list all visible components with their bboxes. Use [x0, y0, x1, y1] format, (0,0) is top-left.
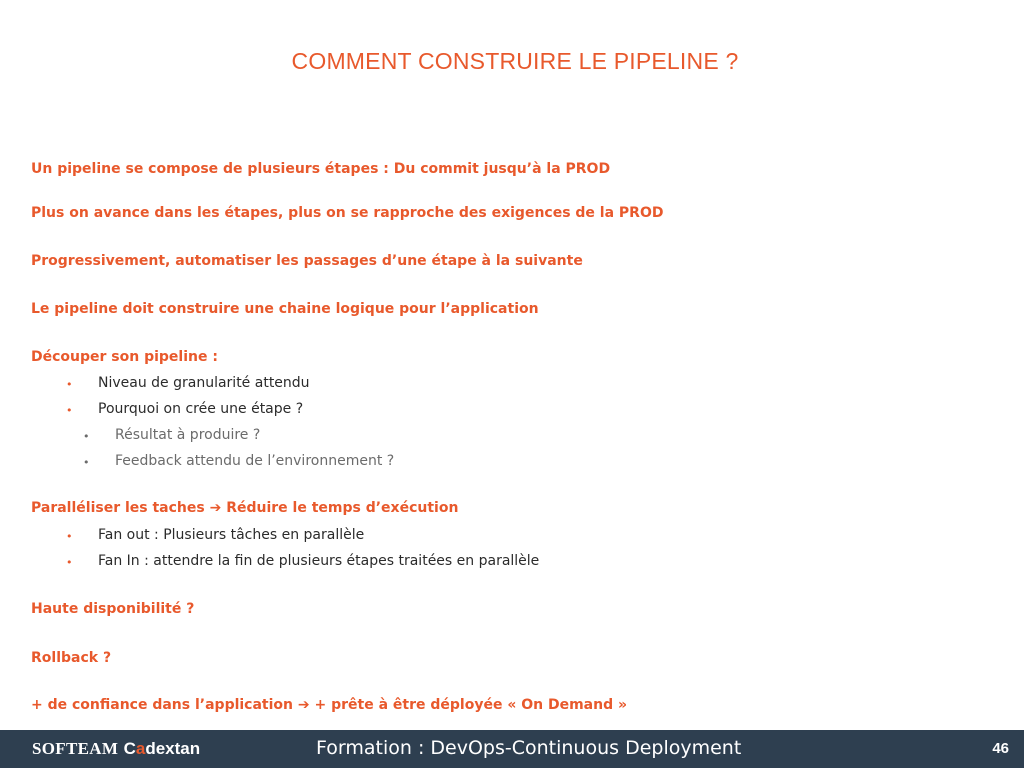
logo-cadextan: Cadextan [123, 739, 201, 758]
heading-automate-steps: Progressivement, automatiser les passages d’une étape à la suivante [31, 253, 583, 269]
bullet-icon: • [66, 530, 73, 543]
bullet-icon: • [66, 556, 73, 569]
arrow-right-icon: ➔ [297, 697, 310, 713]
heading-pipeline-stages: Un pipeline se compose de plusieurs étapes : Du commit jusqu’à la PROD [31, 161, 611, 177]
list-item-fan-out: Fan out : Plusieurs tâches en parallèle [98, 527, 365, 543]
heading-parallelize [31, 500, 458, 516]
footer-course-title: Formation : DevOps-Continuous Deployment [316, 737, 742, 759]
heading-prod-requirements: Plus on avance dans les étapes, plus on se rapproche des exigences de la PROD [31, 205, 664, 221]
heading-confidence-result: + prête à être déployée « On Demand » [314, 697, 628, 713]
heading-parallelize-label: Paralléliser les taches [31, 500, 205, 516]
heading-logical-chain: Le pipeline doit construire une chaine logique pour l’application [31, 301, 539, 317]
list-item-fan-in: Fan In : attendre la fin de plusieurs étapes traitées en parallèle [98, 553, 540, 569]
heading-confidence [31, 697, 627, 713]
list-item-granularity: Niveau de granularité attendu [98, 375, 310, 391]
heading-split-pipeline: Découper son pipeline : [31, 349, 218, 365]
slide-title: COMMENT CONSTRUIRE LE PIPELINE ? [291, 48, 739, 74]
bullet-icon: • [83, 456, 90, 469]
sub-item-result: Résultat à produire ? [115, 427, 261, 443]
footer-bar [0, 730, 1024, 768]
arrow-right-icon: ➔ [209, 500, 222, 516]
heading-high-availability: Haute disponibilité ? [31, 601, 195, 617]
company-logo [32, 739, 200, 759]
heading-confidence-label: + de confiance dans l’application [31, 697, 294, 713]
page-number: 46 [992, 740, 1009, 757]
list-item-why-step: Pourquoi on crée une étape ? [98, 401, 304, 417]
heading-parallelize-goal: Réduire le temps d’exécution [226, 500, 459, 516]
bullet-icon: • [83, 430, 90, 443]
bullet-icon: • [66, 378, 73, 391]
bullet-icon: • [66, 404, 73, 417]
logo-softeam: SOFTEAM [32, 739, 119, 758]
sub-item-feedback: Feedback attendu de l’environnement ? [115, 453, 395, 469]
heading-rollback: Rollback ? [31, 650, 112, 666]
